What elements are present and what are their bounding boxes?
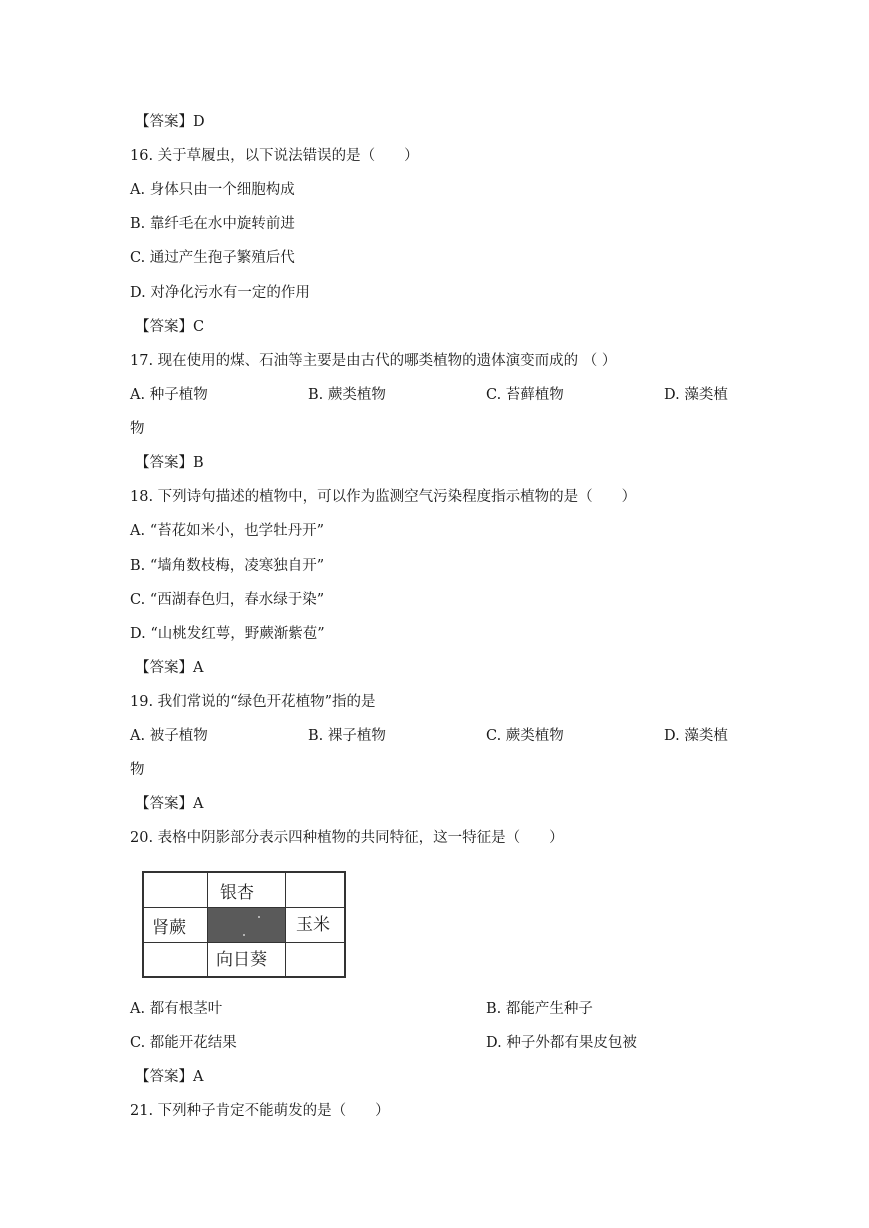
grid-cell [207, 872, 286, 908]
question-19-option-d: D. 藻类植 [664, 728, 728, 744]
grid-label-bottom: 向日葵 [216, 950, 267, 970]
question-19-option-b: B. 裸子植物 [308, 728, 386, 744]
question-16-option-c: C. 通过产生孢子繁殖后代 [130, 250, 295, 266]
question-21-stem: 21. 下列种子肯定不能萌发的是（ ） [130, 1103, 390, 1119]
question-18-option-d: D. “山桃发红萼，野蕨渐紫苞” [130, 626, 325, 642]
question-18-option-b: B. “墙角数枝梅，凌寒独自开” [130, 558, 325, 574]
question-17-option-a: A. 种子植物 [130, 387, 208, 403]
grid-label-left: 肾蕨 [152, 918, 186, 938]
shade-speck [243, 934, 245, 936]
question-20-option-a: A. 都有根茎叶 [130, 1001, 223, 1017]
shade-speck [258, 916, 260, 918]
answer-19: 【答案】A [135, 796, 204, 812]
shaded-common-feature-cell [207, 907, 286, 943]
question-16-option-a: A. 身体只由一个细胞构成 [130, 182, 295, 198]
answer-16: 【答案】C [135, 319, 205, 335]
grid-cell [285, 907, 345, 943]
question-19-stem: 19. 我们常说的“绿色开花植物”指的是 [130, 694, 376, 710]
grid-cell [143, 907, 208, 943]
question-18-option-c: C. “西湖春色归，春水绿于染” [130, 592, 325, 608]
question-20-option-c: C. 都能开花结果 [130, 1035, 237, 1051]
question-16-option-d: D. 对净化污水有一定的作用 [130, 285, 310, 301]
question-17-option-wrap: 物 [130, 421, 145, 437]
question-17-option-d: D. 藻类植 [664, 387, 728, 403]
question-16-stem: 16. 关于草履虫，以下说法错误的是（ ） [130, 148, 419, 164]
answer-17: 【答案】B [135, 455, 204, 471]
grid-cell [143, 942, 208, 977]
question-19-option-wrap: 物 [130, 762, 145, 778]
question-20-option-d: D. 种子外都有果皮包被 [486, 1035, 637, 1051]
question-17-option-c: C. 苔藓植物 [486, 387, 564, 403]
grid-label-top: 银杏 [220, 883, 254, 903]
question-17-option-b: B. 蕨类植物 [308, 387, 386, 403]
question-19-option-c: C. 蕨类植物 [486, 728, 564, 744]
question-18-option-a: A. “苔花如米小，也学牡丹开” [130, 523, 325, 539]
answer-20: 【答案】A [135, 1069, 204, 1085]
question-20-stem: 20. 表格中阴影部分表示四种植物的共同特征，这一特征是（ ） [130, 830, 564, 846]
question-18-stem: 18. 下列诗句描述的植物中，可以作为监测空气污染程度指示植物的是（ ） [130, 489, 637, 505]
question-20-option-b: B. 都能产生种子 [486, 1001, 593, 1017]
answer-15: 【答案】D [135, 114, 205, 130]
plant-grid-figure [142, 871, 346, 978]
grid-cell [143, 872, 208, 908]
question-17-stem: 17. 现在使用的煤、石油等主要是由古代的哪类植物的遗体演变而成的 （ ） [130, 353, 617, 369]
grid-cell [285, 872, 345, 908]
question-19-option-a: A. 被子植物 [130, 728, 208, 744]
grid-label-right: 玉米 [296, 915, 330, 935]
question-16-option-b: B. 靠纤毛在水中旋转前进 [130, 216, 295, 232]
grid-cell [285, 942, 345, 977]
grid-cell [207, 942, 286, 977]
answer-18: 【答案】A [135, 660, 204, 676]
